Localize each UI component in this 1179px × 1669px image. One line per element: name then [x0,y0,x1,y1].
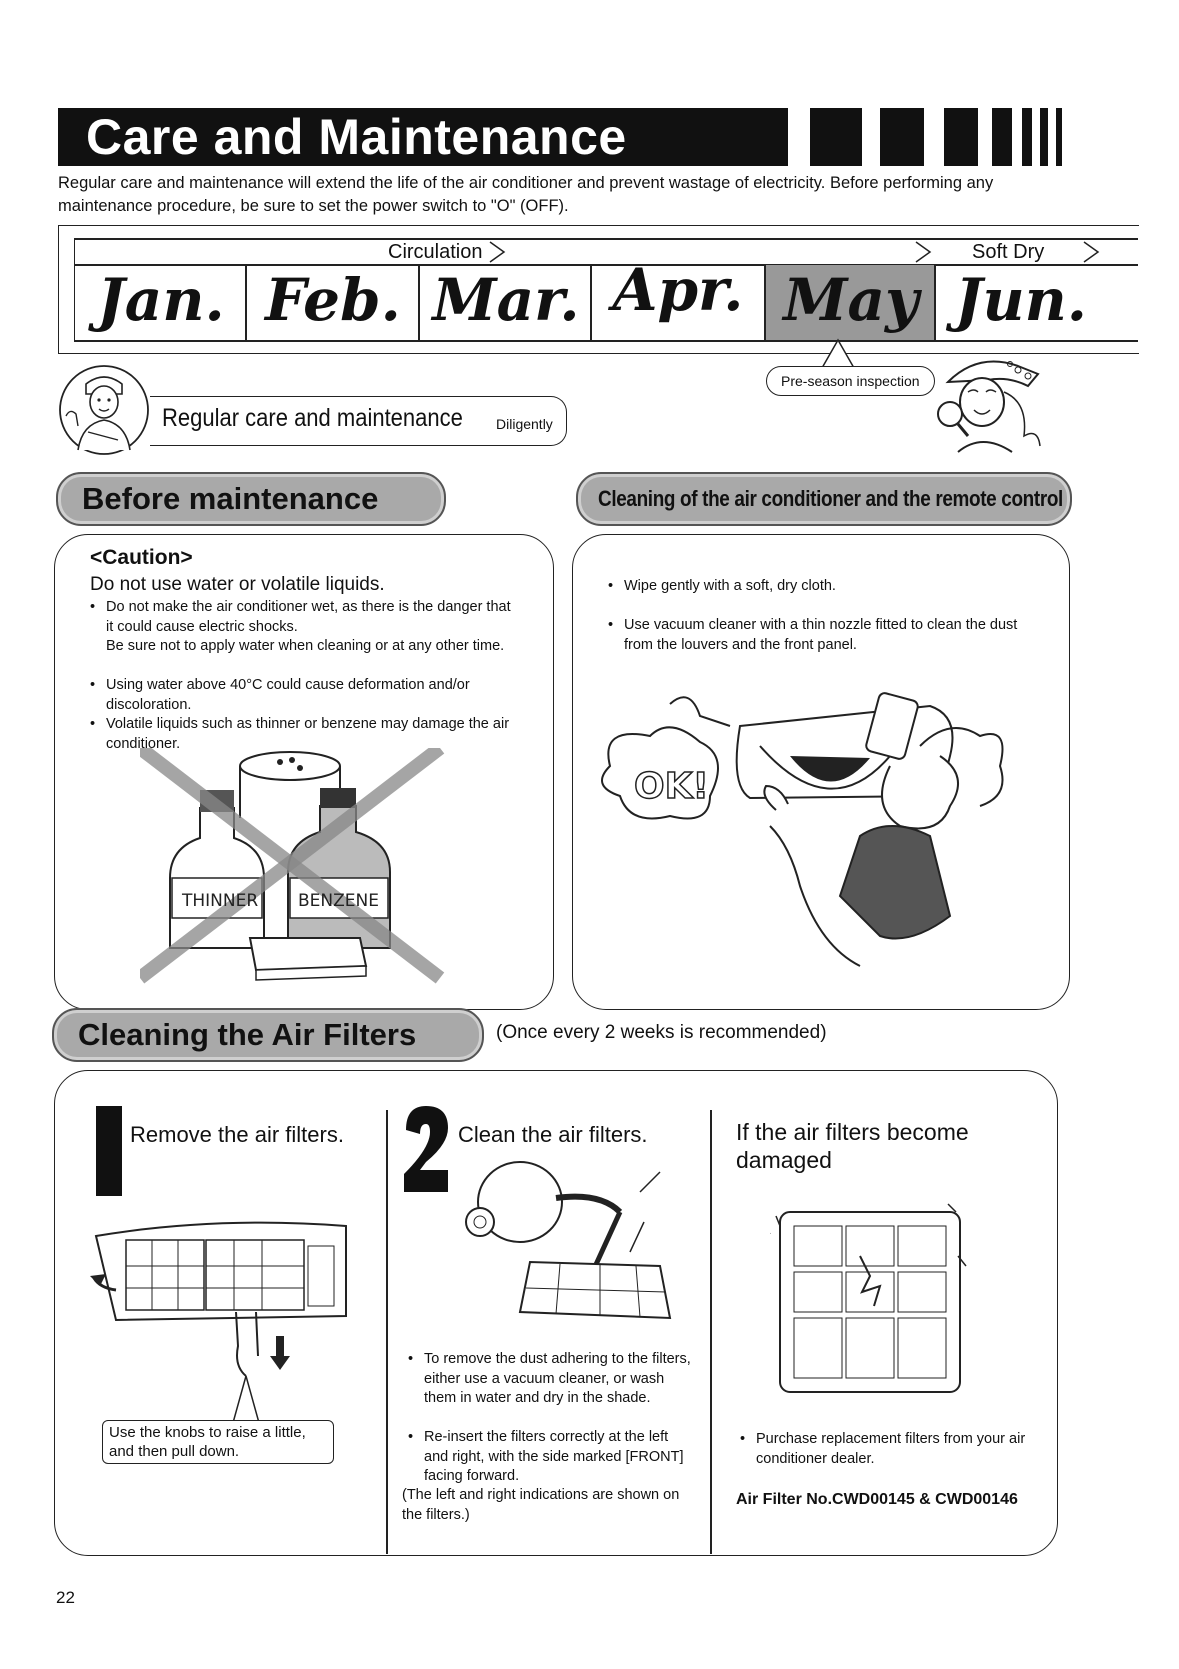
month-feb: Feb. [265,266,401,334]
cleaning-unit-heading-text: Cleaning of the air conditioner and the remote control [598,486,1063,511]
regular-care-label: Regular care and maintenance [162,404,463,432]
caution-note: Be sure not to apply water when cleaning or at any other time. [106,638,505,654]
thinner-label: THINNER [182,891,259,911]
title-decoration-block [944,108,978,166]
step-1-title: Remove the air filters. [130,1122,344,1147]
clean-filter-bullet: • Re-insert the filters correctly at the left and right, with the side marked [FRONT] facing forward. [424,1428,696,1487]
caution-bullet: • Volatile liquids such as thinner or benzene may damage the air conditioner. [106,715,516,754]
worker-avatar-icon [56,362,156,462]
air-filters-heading [52,1008,484,1062]
remove-filter-note: Use the knobs to raise a little, and then pull down. [102,1420,334,1464]
step-2-title: Clean the air filters. [458,1122,648,1147]
cleaning-bullet: • Wipe gently with a soft, dry cloth. [624,577,1044,597]
title-decoration-block [992,108,1012,166]
month-apr: Apr. [612,256,744,324]
regular-care-frequency: Diligently [496,416,553,432]
no-solvents-illustration [140,748,460,998]
happy-cleaning-illustration [590,686,1050,986]
ok-label: OK! [634,766,709,807]
step-2-number-graphic [402,1104,450,1194]
preseason-callout: Pre-season inspection [766,366,935,396]
month-mar: Mar. [432,266,580,334]
filter-recommendation: (Once every 2 weeks is recommended) [496,1022,827,1043]
caution-bullet: • Do not make the air conditioner wet, as there is the danger that it could cause electric shocks. [106,598,516,637]
step-divider [386,1110,388,1554]
filter-part-number: Air Filter No.CWD00145 & CWD00146 [736,1491,1018,1508]
page-number: 22 [56,1588,75,1607]
soft-dry-label: Soft Dry [972,241,1045,263]
clean-filter-note: (The left and right indications are shown on the filters.) [402,1487,680,1523]
clean-filter-bullet: • To remove the dust adhering to the filters, either use a vacuum cleaner, or wash them in water and dry in the shade. [424,1350,696,1409]
season-arrows [480,240,1120,264]
cleaning-bullet: • Use vacuum cleaner with a thin nozzle fitted to clean the dust from the louvers and the front panel. [624,616,1044,655]
title-decoration-block [1056,108,1062,166]
title-decoration-block [880,108,924,166]
damaged-filter-illustration [770,1196,970,1396]
caution-bullet: • Using water above 40°C could cause deformation and/or discoloration. [106,676,516,715]
before-maintenance-heading [56,472,446,526]
title-decoration-block [810,108,862,166]
caution-title: <Caution> [90,546,193,569]
air-filters-heading-text: Cleaning the Air Filters [78,1017,417,1052]
month-may: May [783,266,919,334]
cleaning-unit-heading [576,472,1072,526]
calendar-rule [74,340,1138,342]
vacuum-filter-illustration [460,1152,700,1342]
intro-text: Regular care and maintenance will extend the life of the air conditioner and prevent wastage of electricity. Before performing any maintenance procedure, be sure to set the power switch to "O" (OFF). [58,174,994,215]
title-decoration-block [1022,108,1032,166]
title-decoration-block [1040,108,1048,166]
caution-subtitle: Do not use water or volatile liquids. [90,574,385,595]
damaged-bullet: • Purchase replacement filters from your air conditioner dealer. [756,1430,1042,1469]
step-1-number [96,1106,122,1196]
month-jan: Jan. [97,266,225,334]
inspector-girl-icon [928,352,1048,460]
benzene-label: BENZENE [298,891,379,911]
step-divider [710,1110,712,1554]
month-jun: Jun. [955,266,1087,334]
before-maintenance-heading-text: Before maintenance [82,481,379,516]
damaged-title: If the air filters become damaged [736,1119,969,1173]
circulation-label: Circulation [388,241,483,263]
page-title: Care and Maintenance [86,109,627,165]
